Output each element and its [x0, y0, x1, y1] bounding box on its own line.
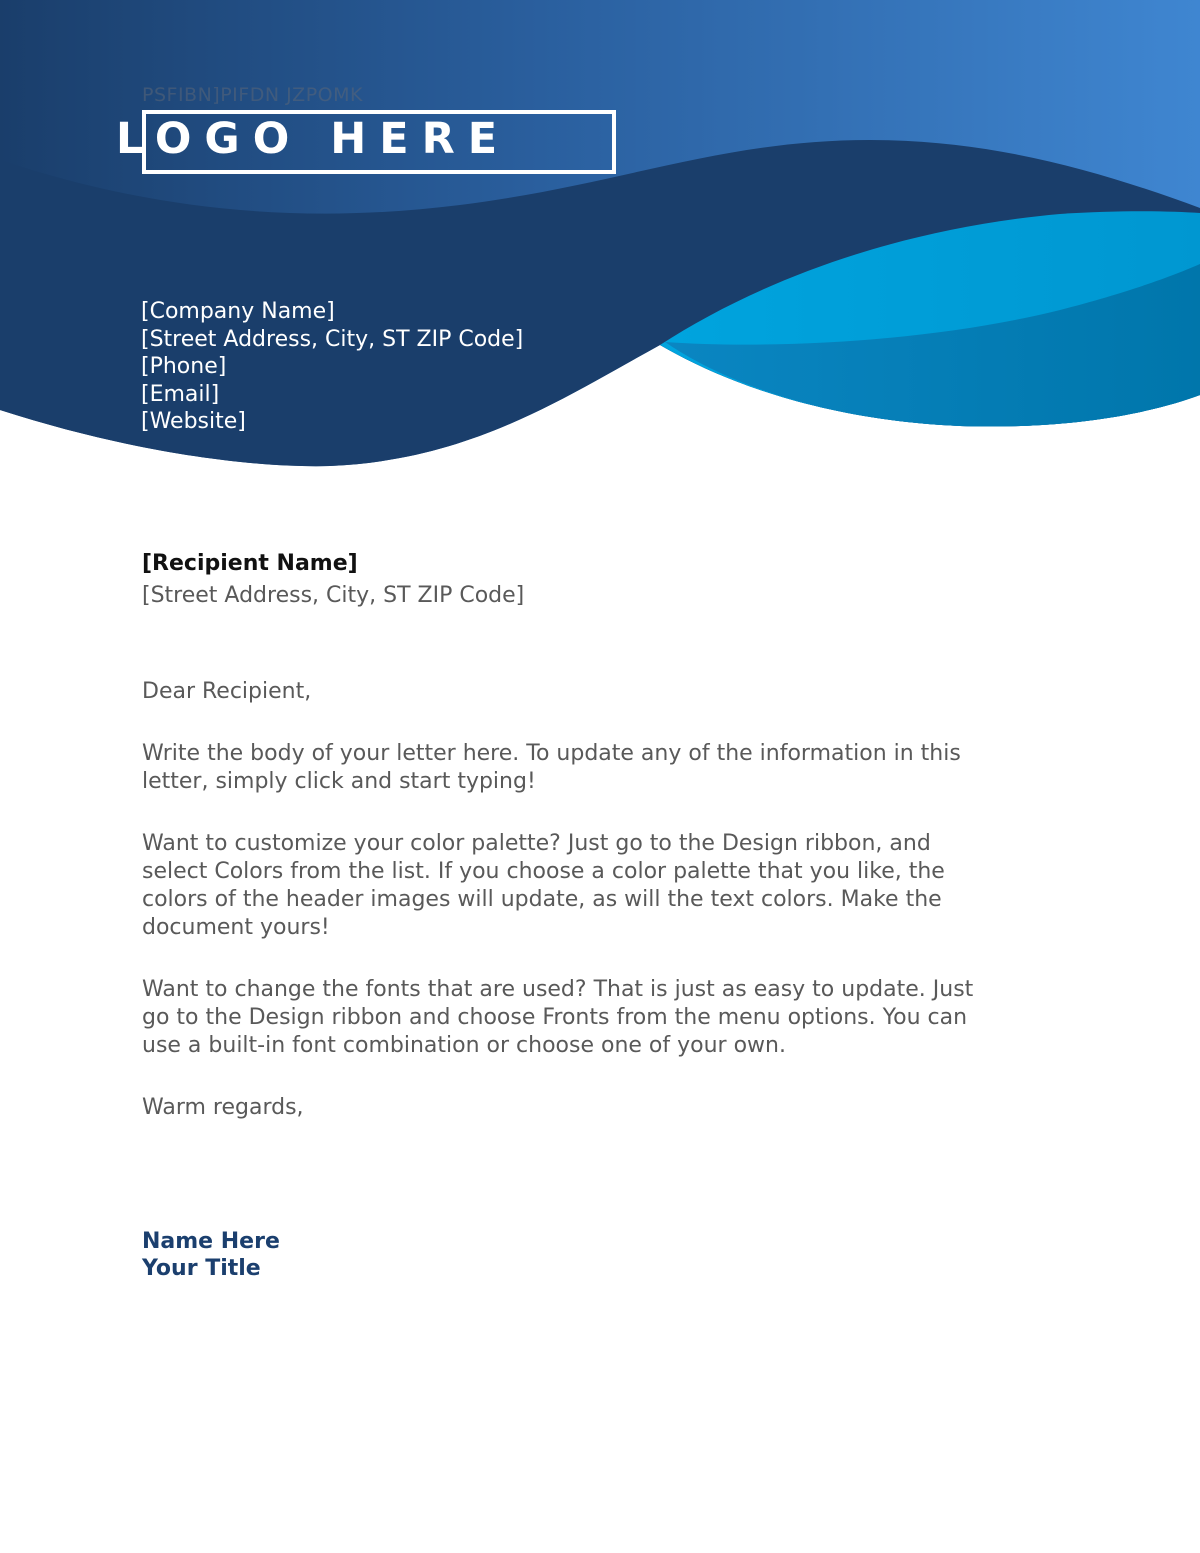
body-paragraph-3[interactable]: Want to change the fonts that are used? That is just as easy to update. Just go to the Design ribbon and choose Fronts from the menu options. You can use a built-in font combination or choose one of your own. — [142, 977, 974, 1058]
company-email[interactable]: [Email] — [141, 381, 220, 407]
closing[interactable]: Warm regards, — [142, 1095, 304, 1120]
recipient-name[interactable]: [Recipient Name] — [142, 551, 358, 576]
company-website[interactable]: [Website] — [141, 409, 246, 434]
salutation[interactable]: Dear Recipient, — [142, 679, 312, 704]
company-street-address[interactable]: [Street Address, City, ST ZIP Code] — [141, 326, 524, 352]
logo-placeholder-text[interactable]: LOGO HERE — [116, 114, 511, 164]
header-ghost-text: PSFIBN]PIFDN JZPOMK — [142, 84, 363, 106]
signature-title[interactable]: Your Title — [142, 1256, 261, 1281]
letter-body — [142, 678, 1062, 1156]
company-info — [141, 298, 523, 436]
signature-block — [142, 1228, 280, 1282]
body-paragraph-1[interactable]: Write the body of your letter here. To update any of the information in this letter, simply click and start typing! — [142, 741, 961, 794]
signature-name[interactable]: Name Here — [142, 1229, 280, 1254]
company-name[interactable]: [Company Name] — [141, 299, 335, 324]
recipient-address[interactable]: [Street Address, City, ST ZIP Code] — [142, 583, 525, 608]
recipient-block — [142, 548, 524, 612]
body-paragraph-2[interactable]: Want to customize your color palette? Just go to the Design ribbon, and select Colors from the list. If you choose a color palette that you like, the colors of the header images will update, as will the text colors. Make the document yours! — [142, 831, 945, 940]
company-phone[interactable]: [Phone] — [141, 354, 227, 379]
